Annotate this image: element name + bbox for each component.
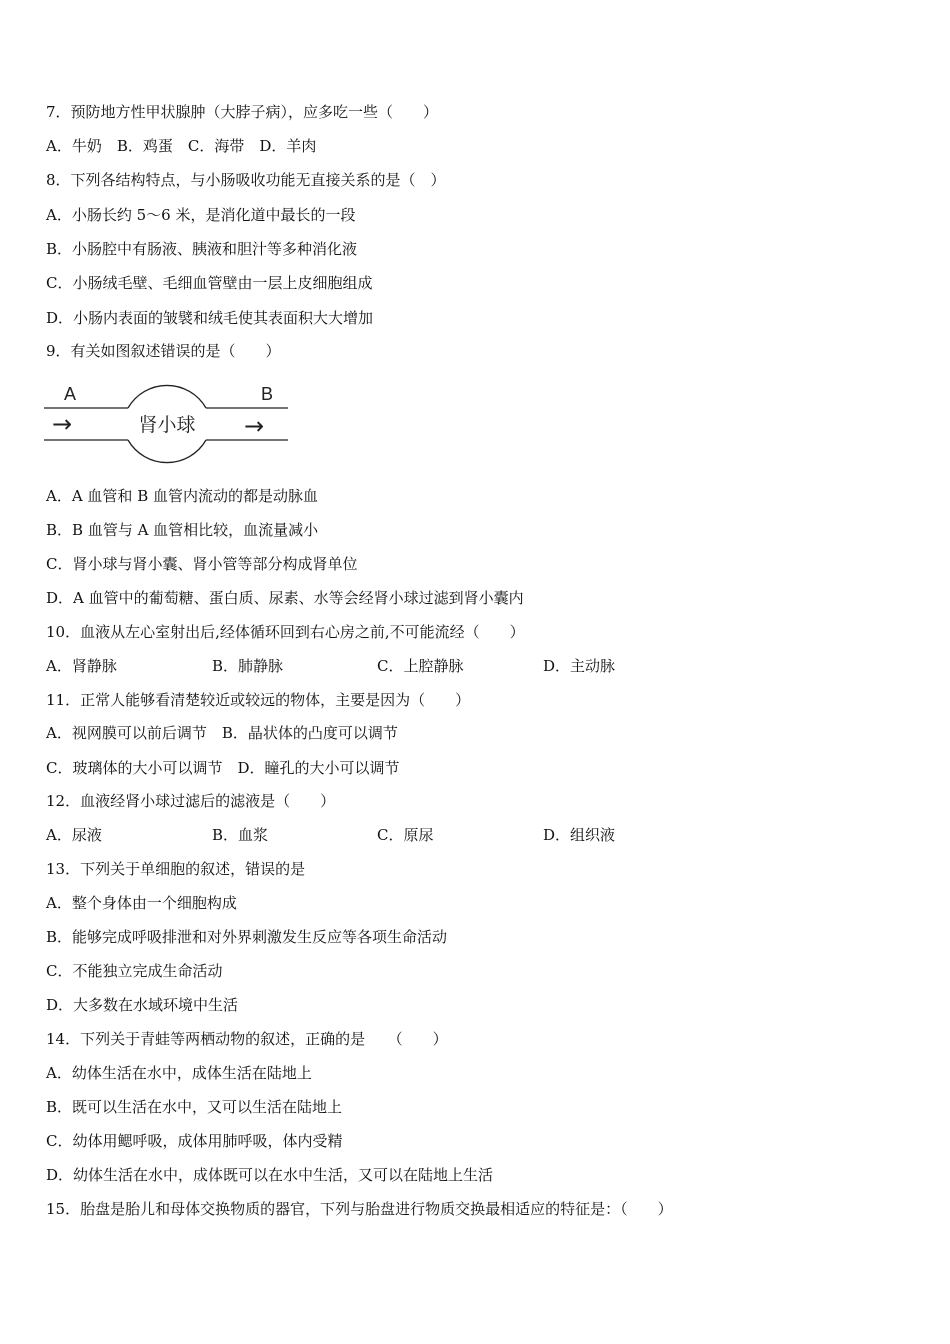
q10-option-b: B．肺静脉: [212, 657, 284, 675]
q10-option-a: A．肾静脉: [46, 657, 117, 675]
q14-option-a: A．幼体生活在水中，成体生活在陆地上: [46, 1064, 312, 1082]
q9-option-a: A．A 血管和 B 血管内流动的都是动脉血: [46, 487, 318, 505]
q9-option-c: C．肾小球与肾小囊、肾小管等部分构成肾单位: [46, 555, 358, 573]
label-a: A: [64, 384, 77, 404]
q13-option-a: A．整个身体由一个细胞构成: [46, 894, 237, 912]
q8-option-d: D．小肠内表面的皱襞和绒毛使其表面积大大增加: [46, 309, 374, 327]
q10-option-c: C．上腔静脉: [377, 657, 464, 675]
q13-option-d: D．大多数在水域环境中生活: [46, 996, 239, 1014]
q8-option-a: A．小肠长约 5～6 米，是消化道中最长的一段: [46, 206, 356, 224]
glomerulus-diagram: [44, 380, 290, 470]
q12-option-d: D．组织液: [543, 826, 616, 844]
q9-option-b: B．B 血管与 A 血管相比较，血流量减小: [46, 521, 319, 539]
q7-options: A．牛奶 B．鸡蛋 C．海带 D．羊肉: [46, 137, 317, 155]
q14-stem: 14．下列关于青蛙等两栖动物的叙述，正确的是 （ ）: [46, 1030, 448, 1048]
q10-stem: 10．血液从左心室射出后,经体循环回到右心房之前,不可能流经（ ）: [46, 623, 525, 641]
q14-option-d: D．幼体生活在水中，成体既可以在水中生活，又可以在陆地上生活: [46, 1166, 494, 1184]
q12-option-a: A．尿液: [46, 826, 102, 844]
q10-option-d: D．主动脉: [543, 657, 616, 675]
glomerulus-label: 肾小球: [138, 414, 196, 436]
q13-option-b: B．能够完成呼吸排泄和对外界刺激发生反应等各项生命活动: [46, 928, 448, 946]
q12-stem: 12．血液经肾小球过滤后的滤液是（ ）: [46, 792, 336, 810]
q15-stem: 15．胎盘是胎儿和母体交换物质的器官，下列与胎盘进行物质交换最相适应的特征是：（ ）: [46, 1200, 673, 1218]
q8-stem: 8．下列各结构特点，与小肠吸收功能无直接关系的是（ ）: [46, 171, 446, 189]
q8-option-c: C．小肠绒毛壁、毛细血管壁由一层上皮细胞组成: [46, 274, 373, 292]
q12-option-b: B．血浆: [212, 826, 269, 844]
q14-option-c: C．幼体用鳃呼吸，成体用肺呼吸，体内受精: [46, 1132, 343, 1150]
glomerulus-bottom-arc: [128, 440, 206, 463]
arrow-right-icon: →: [244, 412, 265, 440]
q13-stem: 13．下列关于单细胞的叙述，错误的是: [46, 860, 306, 878]
q13-option-c: C．不能独立完成生命活动: [46, 962, 223, 980]
q11-options-cd: C．玻璃体的大小可以调节 D．瞳孔的大小可以调节: [46, 759, 400, 777]
q11-options-ab: A．视网膜可以前后调节 B．晶状体的凸度可以调节: [46, 724, 398, 742]
arrow-right-icon: →: [52, 410, 73, 438]
q9-option-d: D．A 血管中的葡萄糖、蛋白质、尿素、水等会经肾小球过滤到肾小囊内: [46, 589, 524, 607]
q8-option-b: B．小肠腔中有肠液、胰液和胆汁等多种消化液: [46, 240, 358, 258]
q14-option-b: B．既可以生活在水中，又可以生活在陆地上: [46, 1098, 343, 1116]
q11-stem: 11．正常人能够看清楚较近或较远的物体，主要是因为（ ）: [46, 691, 471, 709]
q12-option-c: C．原尿: [377, 826, 434, 844]
glomerulus-top-arc: [128, 385, 206, 408]
q7-stem: 7．预防地方性甲状腺肿（大脖子病），应多吃一些（ ）: [46, 103, 439, 121]
label-b: B: [261, 384, 274, 404]
q9-stem: 9．有关如图叙述错误的是（ ）: [46, 342, 281, 360]
